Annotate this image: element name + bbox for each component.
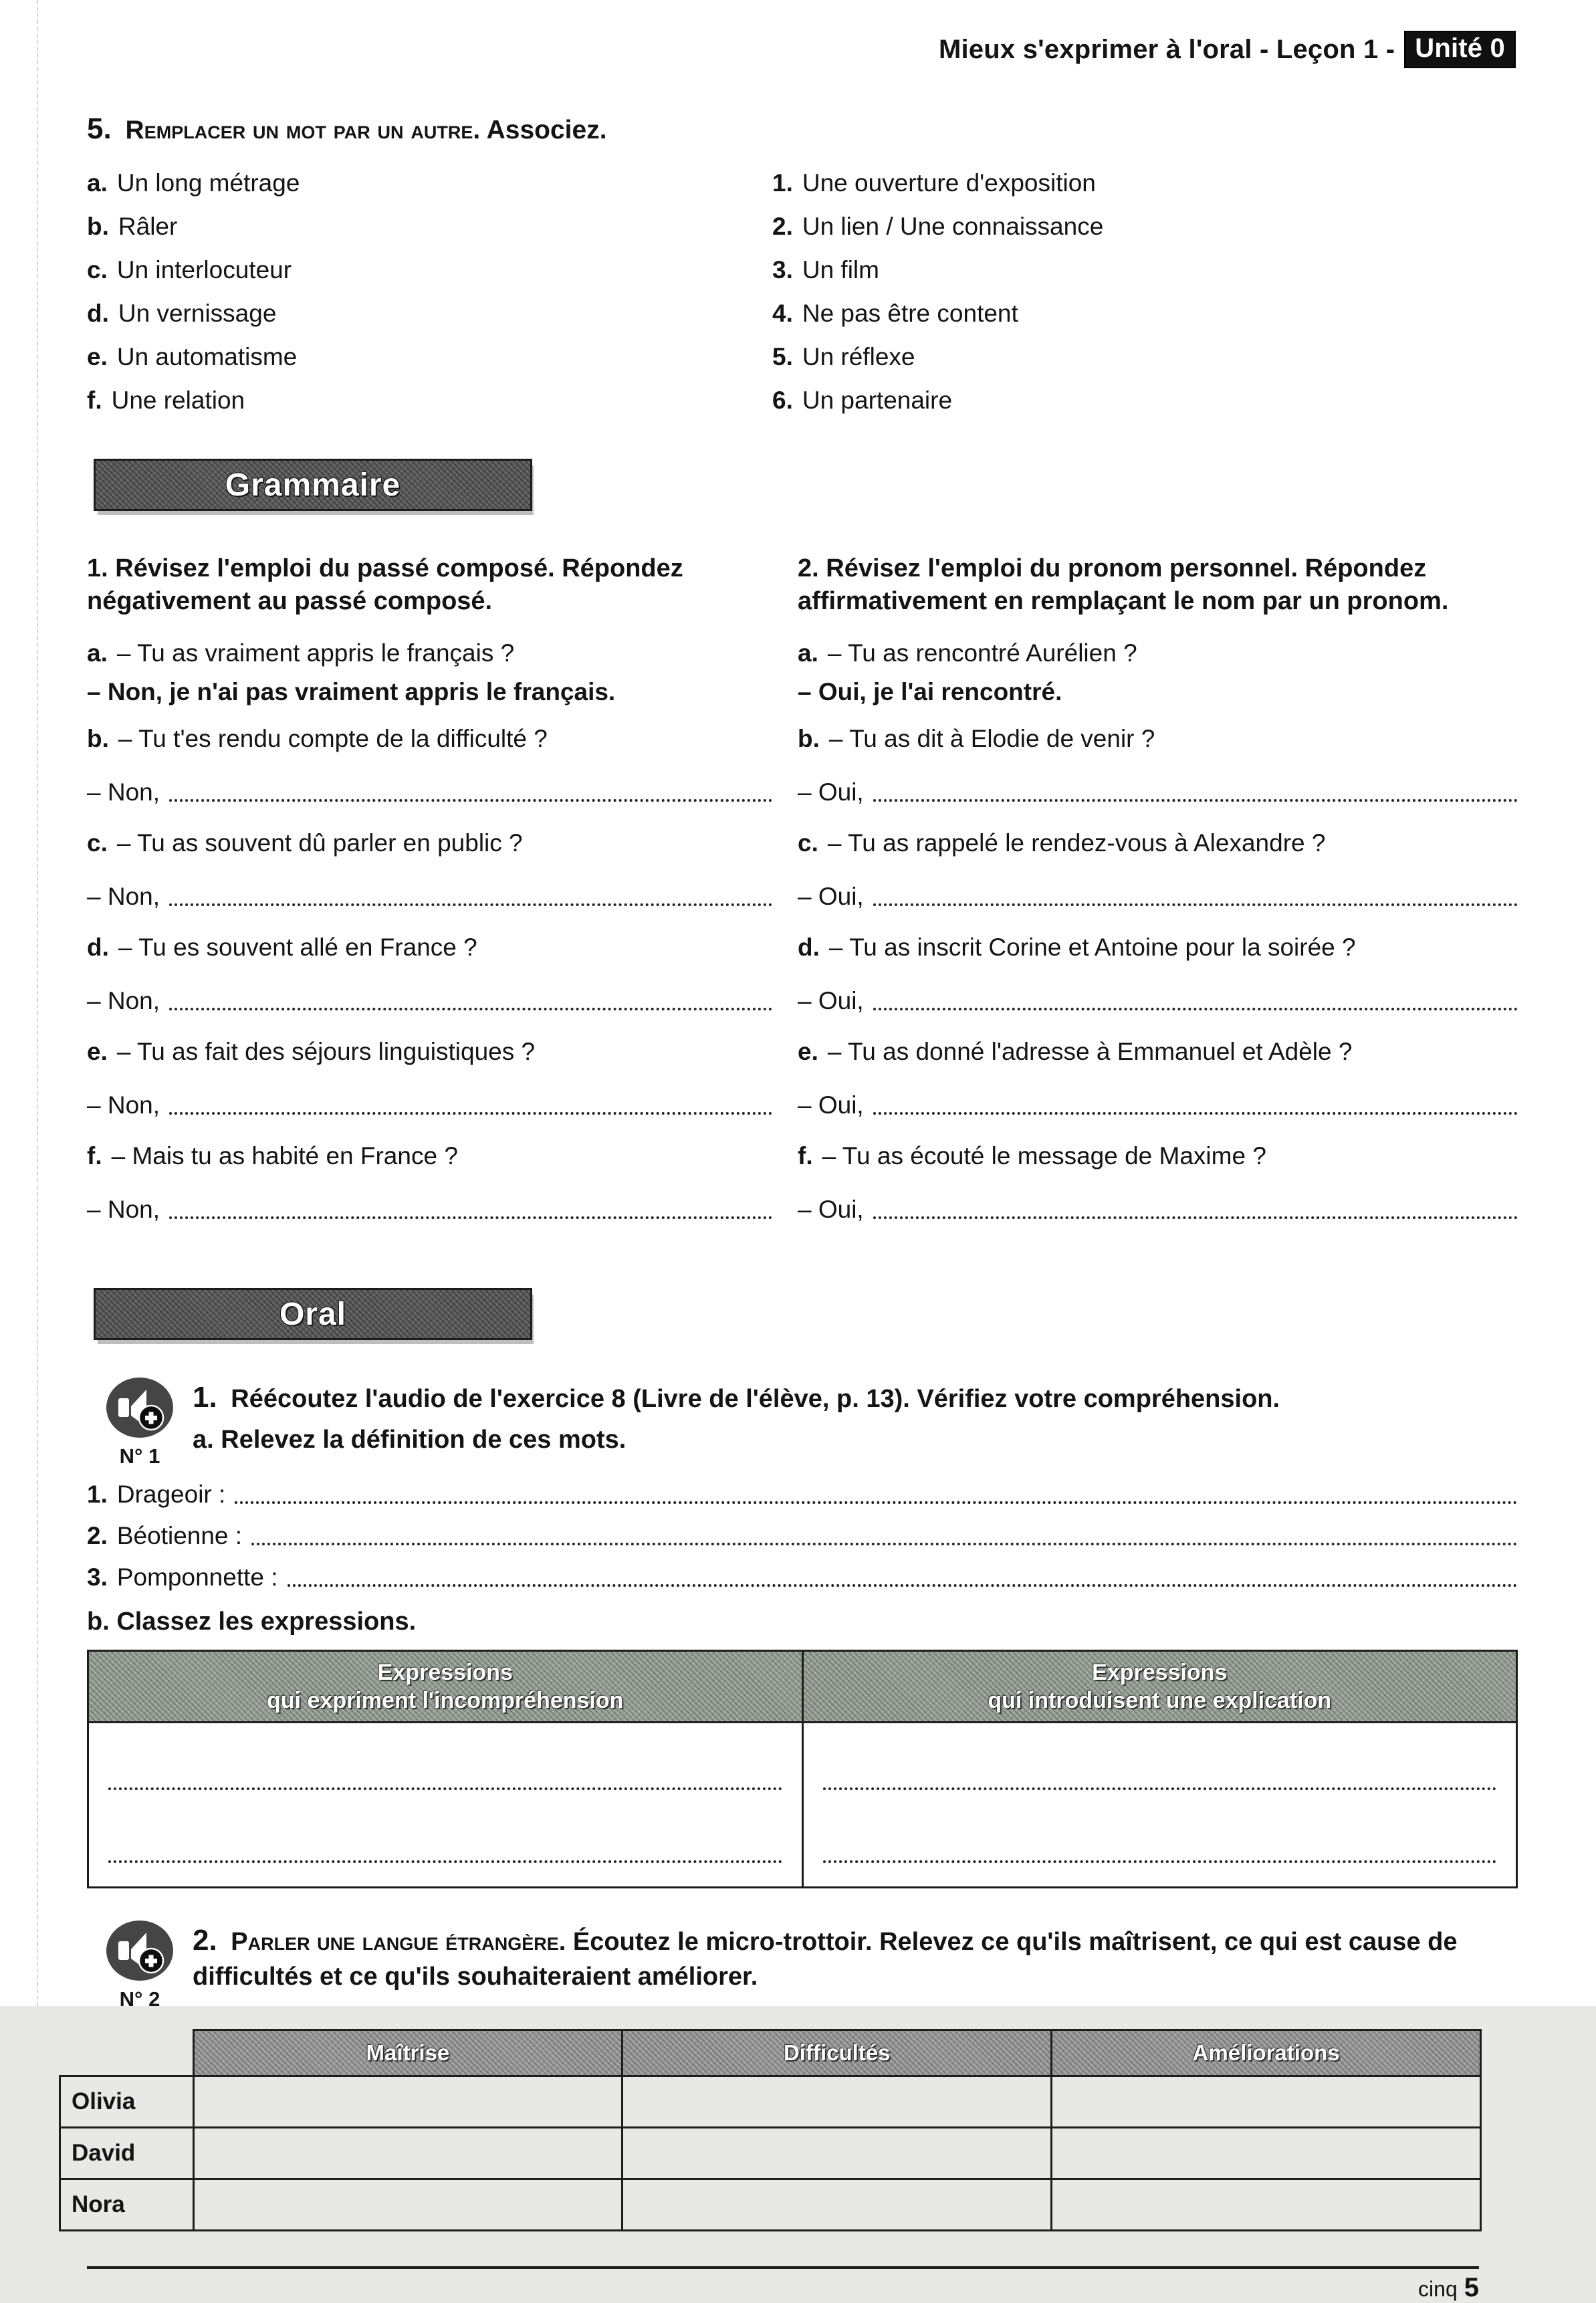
row-name: Nora [60, 2179, 194, 2231]
qa-item: b. – Tu t'es rendu compte de la difficulté ? – Non, [87, 724, 772, 808]
empty-answer-cell [1052, 2179, 1481, 2231]
list-item: 3. Un film [772, 256, 879, 284]
match-list-numbers [772, 169, 1103, 429]
oral-banner-label: Oral [279, 1296, 347, 1332]
page-number-word: cinq [1418, 2277, 1458, 2301]
grammaire-section [87, 552, 1518, 1245]
grammaire-exercise-1 [87, 552, 772, 1245]
definition-line: 1. Drageoir : [87, 1479, 1518, 1510]
empty-answer-cell [1052, 2076, 1481, 2128]
qa-item: b. – Tu as dit à Elodie de venir ? – Oui, [798, 724, 1518, 808]
expressions-table [87, 1650, 1518, 1888]
list-item: d. Un vernissage [87, 300, 277, 327]
page-header [939, 31, 1516, 68]
definition-line: 3. Pomponnette : [87, 1562, 1518, 1593]
answer-blank-line [873, 799, 1518, 802]
answer-blank-line [873, 903, 1518, 906]
answer-blank-line [873, 1216, 1518, 1219]
answer-blank-line [251, 1543, 1518, 1545]
audio-track-marker [87, 1376, 193, 1468]
page-footer [87, 2266, 1518, 2303]
list-item: c. Un interlocuteur [87, 256, 292, 284]
exercise-title: 1. Révisez l'emploi du passé composé. Répondez négativement au passé composé. [87, 554, 683, 615]
list-item: 5. Un réflexe [772, 343, 915, 370]
empty-answer-cell [193, 2128, 622, 2179]
expressions-table-cell [802, 1723, 1517, 1888]
expressions-table-cell [88, 1723, 803, 1888]
row-name: Olivia [60, 2076, 194, 2128]
table-corner-empty [60, 2030, 194, 2076]
qa-item: c. – Tu as souvent dû parler en public ? – Non, [87, 828, 772, 912]
qa-item: f. – Tu as écouté le message de Maxime ? – Oui, [798, 1141, 1518, 1225]
empty-answer-cell [622, 2128, 1052, 2179]
binding-cut-line [37, 0, 38, 2006]
mic-table-header-maitrise: Maîtrise [193, 2030, 622, 2076]
unit-badge: Unité 0 [1404, 31, 1516, 68]
answer-blank-line [873, 1112, 1518, 1115]
answer-blank-line [823, 1787, 1497, 1790]
empty-answer-cell [193, 2076, 622, 2128]
oral-banner [94, 1288, 532, 1340]
exercise-5-title-caps: Remplacer un mot par un autre. [125, 116, 481, 144]
table-row [60, 2076, 1481, 2128]
answer-blank-line [169, 1008, 772, 1010]
answer-blank-line [169, 903, 772, 906]
list-item: 1. Une ouverture d'exposition [772, 169, 1096, 197]
oral-exercise-1-title: 1. Réécoutez l'audio de l'exercice 8 (Livre de l'élève, p. 13). Vérifiez votre compréhension. [193, 1381, 1280, 1414]
grammaire-banner-label: Grammaire [225, 467, 401, 503]
answer-blank-line [169, 1112, 772, 1115]
exercise-5-title [87, 112, 1518, 146]
example-answer: – Oui, je l'ai rencontré. [798, 678, 1062, 705]
audio-speaker-icon [104, 1919, 175, 1986]
oral-exercise-1a-label: a. Relevez la définition de ces mots. [193, 1426, 626, 1454]
expressions-table-header-left: Expressions qui expriment l'incompréhension [88, 1651, 803, 1723]
qa-item: c. – Tu as rappelé le rendez-vous à Alexandre ? – Oui, [798, 828, 1518, 912]
mic-table-header-difficultes: Difficultés [622, 2030, 1052, 2076]
answer-blank-line [873, 1008, 1518, 1010]
qa-item: d. – Tu es souvent allé en France ? – Non, [87, 932, 772, 1016]
audio-track-number: N° 1 [119, 1444, 160, 1468]
audio-speaker-icon [104, 1376, 175, 1443]
footer-rule [87, 2266, 1479, 2269]
list-item: a. Un long métrage [87, 169, 300, 197]
empty-answer-cell [622, 2179, 1052, 2231]
exercise-title: 2. Révisez l'emploi du pronom personnel. Répondez affirmativement en remplaçant le nom par un pronom. [798, 554, 1449, 615]
qa-item: d. – Tu as inscrit Corine et Antoine pour la soirée ? – Oui, [798, 932, 1518, 1016]
list-item: e. Un automatisme [87, 343, 298, 370]
oral-exercise-1 [87, 1380, 1518, 1888]
audio-track-number: N° 2 [119, 1987, 160, 2011]
empty-answer-cell [193, 2179, 622, 2231]
exercise-5-number: 5. [87, 112, 112, 145]
oral-exercise-1b-label: b. Classez les expressions. [87, 1608, 417, 1636]
qa-item: a. – Tu as vraiment appris le français ? – Non, je n'ai pas vraiment appris le français. [87, 638, 772, 707]
table-row [60, 2179, 1481, 2231]
list-item: b. Râler [87, 213, 178, 240]
grammaire-exercise-2 [798, 552, 1518, 1245]
qa-item: e. – Tu as fait des séjours linguistiques ? – Non, [87, 1036, 772, 1121]
qa-item: a. – Tu as rencontré Aurélien ? – Oui, je l'ai rencontré. [798, 638, 1518, 707]
match-list-letters [87, 169, 772, 429]
qa-item: e. – Tu as donné l'adresse à Emmanuel et Adèle ? – Oui, [798, 1036, 1518, 1121]
empty-answer-cell [1052, 2128, 1481, 2179]
list-item: 2. Un lien / Une connaissance [772, 213, 1104, 240]
list-item: 4. Ne pas être content [772, 300, 1018, 327]
answer-blank-line [235, 1501, 1518, 1504]
list-item: f. Une relation [87, 387, 245, 414]
audio-track-marker [87, 1919, 193, 2011]
expressions-table-header-right: Expressions qui introduisent une explication [802, 1651, 1517, 1723]
mic-table-header-ameliorations: Améliorations [1052, 2030, 1481, 2076]
answer-blank-line [169, 799, 772, 802]
answer-blank-line [288, 1584, 1518, 1587]
example-answer: – Non, je n'ai pas vraiment appris le français. [87, 678, 616, 705]
answer-blank-line [823, 1860, 1497, 1863]
empty-answer-cell [622, 2076, 1052, 2128]
page-number: 5 [1464, 2273, 1479, 2302]
exercise-5 [87, 112, 1518, 429]
list-item: 6. Un partenaire [772, 387, 953, 414]
answer-blank-line [169, 1216, 772, 1219]
definition-line: 2. Béotienne : [87, 1521, 1518, 1551]
oral-exercise-2 [72, 1923, 1518, 2231]
micro-trottoir-table [59, 2029, 1482, 2231]
answer-blank-line [108, 1787, 782, 1790]
grammaire-banner [94, 459, 532, 511]
header-title: Mieux s'exprimer à l'oral - Leçon 1 - [939, 34, 1395, 64]
table-row [60, 2128, 1481, 2179]
qa-item: f. – Mais tu as habité en France ? – Non, [87, 1141, 772, 1225]
oral-exercise-2-title: 2. Parler une langue étrangère. Écoutez le micro-trottoir. Relevez ce qu'ils maîtrisent, ce qui est cause de difficultés et ce qu'ils souhaiteraient améliorer. [193, 1924, 1458, 1991]
answer-blank-line [108, 1860, 782, 1863]
exercise-5-title-rest: Associez. [486, 116, 607, 144]
row-name: David [60, 2128, 194, 2179]
